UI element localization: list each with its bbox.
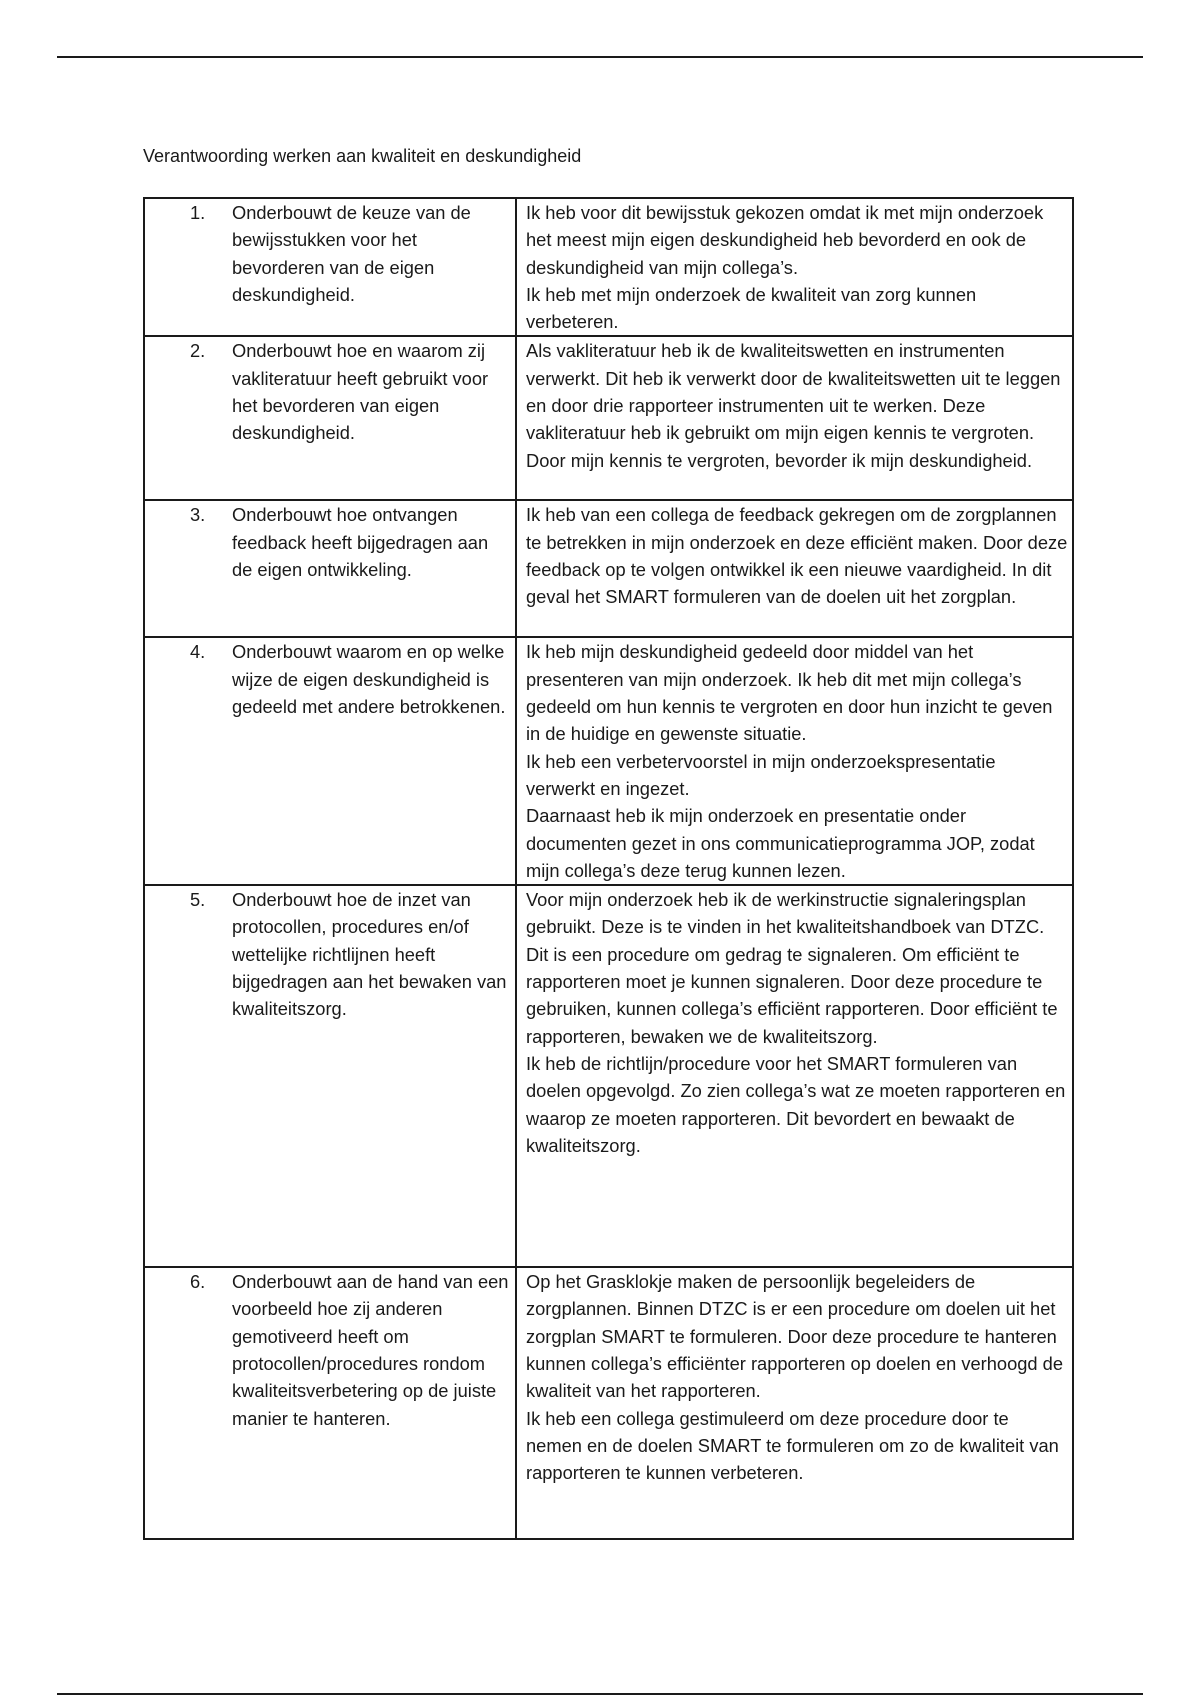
answer-cell [516, 637, 1073, 885]
table-row [144, 336, 1073, 500]
table-row [144, 637, 1073, 885]
question-number: 6. [190, 1271, 206, 1293]
answer-cell [516, 198, 1073, 336]
table-row [144, 500, 1073, 637]
answer-cell [516, 336, 1073, 500]
question-cell [144, 885, 516, 1267]
answer-cell [516, 1267, 1073, 1539]
question-number: 2. [190, 340, 206, 362]
question-cell [144, 198, 516, 336]
question-text: Onderbouwt hoe en waarom zij vakliteratuur heeft gebruikt voor het bevorderen van eigen deskundigheid. [232, 340, 489, 444]
question-text: Onderbouwt hoe ontvangen feedback heeft bijgedragen aan de eigen ontwikkeling. [232, 504, 489, 581]
header-rule [57, 56, 1143, 58]
question-cell [144, 336, 516, 500]
table-row [144, 885, 1073, 1267]
table-row [144, 1267, 1073, 1539]
answer-paragraph: Ik heb met mijn onderzoek de kwaliteit van zorg kunnen verbeteren. [526, 283, 977, 333]
assessment-table [143, 197, 1074, 1540]
answer-paragraph: Ik heb van een collega de feedback gekregen om de zorgplannen te betrekken in mijn onderzoek en deze efficiënt maken. Door deze feedback op te volgen ontwikkel ik een nieuwe vaardigheid. In dit geval het SMART formuleren van de doelen uit het zorgplan. [526, 504, 1068, 608]
answer-paragraph: Als vakliteratuur heb ik de kwaliteitswetten en instrumenten verwerkt. Dit heb ik verwerkt door de kwaliteitswetten uit te leggen en door drie rapporteer instrumenten uit te werken. Deze vakliteratuur heb ik gebruikt om mijn eigen kennis te vergroten. Door mijn kennis te vergroten, bevorder ik mijn deskundigheid. [526, 340, 1061, 471]
answer-paragraph: Ik heb een verbetervoorstel in mijn onderzoekspresentatie verwerkt en ingezet. [526, 750, 996, 799]
question-text: Onderbouwt waarom en op welke wijze de eigen deskundigheid is gedeeld met andere betrokkenen. [232, 641, 506, 718]
question-cell [144, 637, 516, 885]
answer-cell [516, 500, 1073, 637]
answer-paragraph: Voor mijn onderzoek heb ik de werkinstructie signaleringsplan gebruikt. Deze is te vinden in het kwaliteitshandboek van DTZC. Dit is een procedure om gedrag te signaleren. Om efficiënt te rapporteren moet je kunnen signaleren. Door deze procedure te gebruiken, kunnen collega’s efficiënt rapporteren. Door efficiënt te rapporteren, bewaken we de kwaliteitszorg. [526, 889, 1058, 1047]
answer-paragraph: Ik heb de richtlijn/procedure voor het SMART formuleren van doelen opgevolgd. Zo zien collega’s wat ze moeten rapporteren en waarop ze moeten rapporteren. Dit bevordert en bewaakt de kwaliteitszorg. [526, 1052, 1066, 1156]
answer-paragraph: Ik heb een collega gestimuleerd om deze procedure door te nemen en de doelen SMART te formuleren om zo de kwaliteit van rapporteren te kunnen verbeteren. [526, 1407, 1059, 1484]
question-text: Onderbouwt hoe de inzet van protocollen, procedures en/of wettelijke richtlijnen heeft bijgedragen aan het bewaken van kwaliteitszorg. [232, 889, 507, 1020]
question-text: Onderbouwt aan de hand van een voorbeeld hoe zij anderen gemotiveerd heeft om protocollen/procedures rondom kwaliteitsverbetering op de juiste manier te hanteren. [232, 1271, 509, 1429]
question-cell [144, 1267, 516, 1539]
question-text: Onderbouwt de keuze van de bewijsstukken voor het bevorderen van de eigen deskundigheid. [232, 202, 471, 305]
question-number: 4. [190, 641, 206, 663]
answer-cell [516, 885, 1073, 1267]
question-number: 3. [190, 504, 206, 526]
document-title: Verantwoording werken aan kwaliteit en deskundigheid [143, 146, 582, 166]
answer-paragraph: Ik heb voor dit bewijsstuk gekozen omdat ik met mijn onderzoek het meest mijn eigen deskundigheid heb bevorderd en ook de deskundigheid van mijn collega’s. [526, 202, 1044, 278]
answer-paragraph: Op het Grasklokje maken de persoonlijk begeleiders de zorgplannen. Binnen DTZC is er een procedure om doelen uit het zorgplan SMART te formuleren. Door deze procedure te hanteren kunnen collega’s efficiënter rapporteren op doelen en verhoogd de kwaliteit van het rapporteren. [526, 1271, 1063, 1402]
question-cell [144, 500, 516, 637]
answer-paragraph: Daarnaast heb ik mijn onderzoek en presentatie onder documenten gezet in ons communicatieprogramma JOP, zodat mijn collega’s deze terug kunnen lezen. [526, 805, 1035, 881]
answer-paragraph: Ik heb mijn deskundigheid gedeeld door middel van het presenteren van mijn onderzoek. Ik heb dit met mijn collega’s gedeeld om hun kennis te vergroten en door hun inzicht te geven in de huidige en gewenste situatie. [526, 641, 1053, 745]
question-number: 1. [190, 202, 206, 223]
table-row [144, 198, 1073, 336]
footer-rule [57, 1693, 1143, 1695]
question-number: 5. [190, 889, 206, 911]
